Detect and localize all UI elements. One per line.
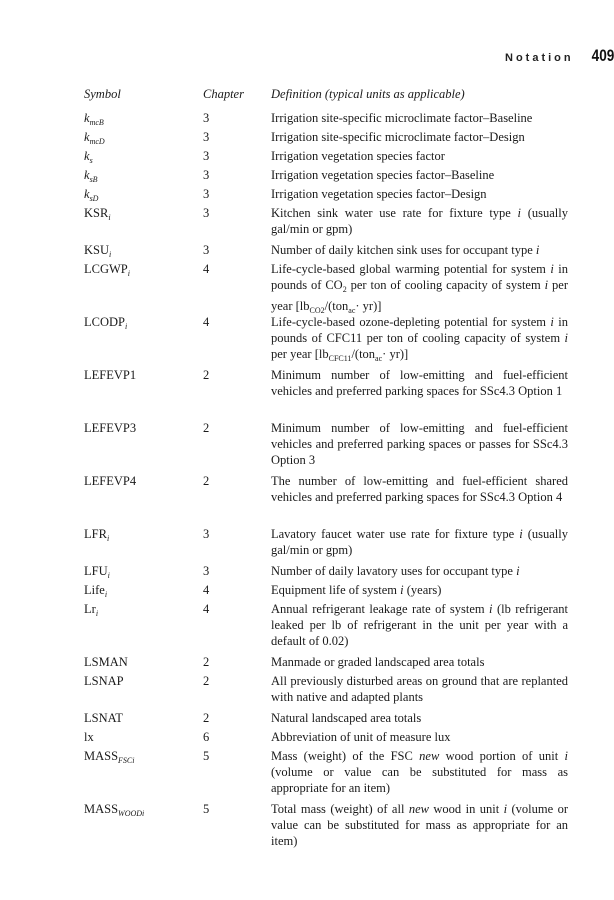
symbol-subscript: i — [108, 213, 111, 222]
notation-symbol — [84, 673, 124, 689]
notation-row — [0, 110, 614, 129]
notation-row — [0, 654, 614, 673]
notation-row — [0, 261, 614, 315]
notation-row — [0, 601, 614, 652]
symbol-subscript: mcB — [89, 118, 104, 127]
notation-chapter: 4 — [203, 262, 210, 276]
symbol-base: Life — [84, 583, 105, 597]
notation-definition: Number of daily lavatory uses for occupant type i — [271, 564, 520, 578]
notation-symbol — [84, 205, 111, 226]
notation-row — [0, 129, 614, 148]
notation-definition: Number of daily kitchen sink uses for occupant type i — [271, 243, 540, 257]
notation-row — [0, 367, 614, 418]
symbol-subscript: WOODi — [118, 809, 145, 818]
notation-row — [0, 729, 614, 748]
page-number: 409 — [591, 46, 614, 65]
symbol-base: LEFEVP4 — [84, 474, 137, 488]
symbol-base: LCGWP — [84, 262, 128, 276]
symbol-base: LFR — [84, 527, 107, 541]
notation-row — [0, 748, 614, 799]
notation-chapter: 2 — [203, 655, 210, 669]
symbol-base: LFU — [84, 564, 108, 578]
notation-symbol — [84, 314, 127, 335]
notation-chapter: 3 — [203, 206, 210, 220]
notation-chapter: 5 — [203, 749, 210, 763]
notation-symbol — [84, 582, 107, 603]
symbol-base: k — [84, 187, 90, 201]
notation-list — [0, 110, 614, 854]
notation-symbol — [84, 242, 111, 263]
notation-definition: Life-cycle-based ozone-depleting potential for system i in pounds of CFC11 per ton of cooling capacity of system i per year $[lb_{CFC11}/(ton_{ac}\cdot yr)]$ — [271, 315, 568, 363]
notation-definition: Irrigation site-specific microclimate factor–Baseline — [271, 111, 533, 125]
notation-chapter: 2 — [203, 711, 210, 725]
notation-chapter: 3 — [203, 243, 210, 257]
header-title: Notation — [505, 52, 574, 64]
notation-symbol — [84, 148, 93, 169]
symbol-subscript: i — [109, 250, 112, 259]
notation-chapter: 3 — [203, 527, 210, 541]
notation-chapter: 2 — [203, 474, 210, 488]
symbol-base: MASS — [84, 749, 119, 763]
notation-chapter: 3 — [203, 149, 210, 163]
notation-row — [0, 314, 614, 365]
notation-chapter: 3 — [203, 187, 210, 201]
symbol-subscript: i — [124, 322, 128, 331]
symbol-base: LCODP — [84, 315, 125, 329]
notation-symbol — [84, 801, 144, 822]
chapter-column-header: Chapter — [203, 87, 244, 101]
notation-definition: Kitchen sink water use rate for fixture type i (usually gal/min or gpm) — [271, 206, 568, 236]
notation-definition: Mass (weight) of the FSC new wood portion of unit i (volume or value can be substituted for mass as appropriate for an item) — [271, 749, 568, 795]
symbol-subscript: i — [107, 571, 110, 580]
symbol-subscript: i — [106, 534, 110, 543]
notation-symbol — [84, 473, 136, 489]
symbol-base: LSMAN — [84, 655, 128, 669]
notation-row — [0, 186, 614, 205]
symbol-subscript: sD — [89, 194, 99, 203]
notation-row — [0, 148, 614, 167]
notation-row — [0, 167, 614, 186]
symbol-base: KSR — [84, 206, 109, 220]
notation-definition: Manmade or graded landscaped area totals — [271, 655, 485, 669]
notation-symbol — [84, 526, 109, 547]
notation-symbol — [84, 729, 94, 745]
notation-definition: Irrigation site-specific microclimate factor–Design — [271, 130, 525, 144]
notation-definition: Life-cycle-based global warming potential for system i in pounds of $CO_2$ per ton of cooling capacity of system i per year $[lb_{CO2}/(ton_{ac}\cdot yr)]$ — [271, 262, 568, 315]
notation-row — [0, 563, 614, 582]
notation-definition: Minimum number of low-emitting and fuel-efficient vehicles and preferred parking spaces for SSc4.3 Option 1 — [271, 368, 568, 398]
notation-definition: Irrigation vegetation species factor–Baseline — [271, 168, 495, 182]
notation-chapter: 2 — [203, 674, 210, 688]
notation-definition: Natural landscaped area totals — [271, 711, 422, 725]
notation-definition: Irrigation vegetation species factor — [271, 149, 445, 163]
symbol-subscript: i — [104, 590, 108, 599]
notation-row — [0, 242, 614, 261]
notation-row — [0, 710, 614, 729]
notation-chapter: 3 — [203, 564, 210, 578]
symbol-base: LEFEVP3 — [84, 421, 137, 435]
symbol-base: lx — [84, 730, 94, 744]
notation-chapter: 4 — [203, 315, 210, 329]
notation-definition: All previously disturbed areas on ground that are replanted with native and adapted plants — [271, 674, 568, 704]
symbol-subscript: i — [127, 269, 130, 278]
notation-chapter: 5 — [203, 802, 210, 816]
symbol-base: MASS — [84, 802, 119, 816]
notation-symbol — [84, 186, 98, 207]
symbol-subscript: mcD — [89, 137, 105, 146]
notation-symbol — [84, 110, 104, 131]
symbol-base: k — [84, 149, 90, 163]
notation-chapter: 6 — [203, 730, 210, 744]
notation-symbol — [84, 167, 98, 188]
notation-row — [0, 801, 614, 852]
notation-symbol — [84, 129, 105, 150]
notation-definition: The number of low-emitting and fuel-efficient shared vehicles and preferred parking spaces for SSc4.3 Option 4 — [271, 474, 568, 504]
notation-symbol — [84, 654, 128, 670]
symbol-base: k — [84, 130, 90, 144]
symbol-base: k — [84, 168, 90, 182]
symbol-subscript: sB — [89, 175, 98, 184]
notation-symbol — [84, 261, 130, 282]
notation-definition: Total mass (weight) of all new wood in unit i (volume or value can be substituted for mass as appropriate for an item) — [271, 802, 568, 848]
notation-definition: Equipment life of system i (years) — [271, 583, 442, 597]
notation-chapter: 3 — [203, 168, 210, 182]
notation-chapter: 2 — [203, 421, 210, 435]
notation-chapter: 4 — [203, 583, 210, 597]
notation-symbol — [84, 748, 135, 769]
notation-row — [0, 473, 614, 524]
notation-row — [0, 526, 614, 561]
notation-symbol — [84, 420, 136, 436]
definition-column-header: Definition (typical units as applicable) — [271, 87, 465, 101]
notation-symbol — [84, 367, 136, 383]
notation-row — [0, 205, 614, 240]
running-header — [505, 46, 614, 64]
symbol-base: LSNAT — [84, 711, 123, 725]
notation-definition: Annual refrigerant leakage rate of system i (lb refrigerant leaked per lb of refrigerant in the unit per year with a default of 0.02) — [271, 602, 568, 648]
notation-definition: Lavatory faucet water use rate for fixture type i (usually gal/min or gpm) — [271, 527, 568, 557]
notation-chapter: 3 — [203, 111, 210, 125]
symbol-base: KSU — [84, 243, 110, 257]
column-headers — [0, 87, 614, 103]
notation-chapter: 4 — [203, 602, 210, 616]
symbol-subscript: s — [89, 156, 93, 165]
symbol-base: Lr — [84, 602, 96, 616]
notation-definition: Minimum number of low-emitting and fuel-efficient vehicles and preferred parking spaces or passes for SSc4.3 Option 3 — [271, 421, 568, 467]
symbol-subscript: FSCi — [118, 756, 135, 765]
symbol-base: LSNAP — [84, 674, 124, 688]
symbol-base: k — [84, 111, 90, 125]
notation-symbol — [84, 710, 123, 726]
notation-chapter: 3 — [203, 130, 210, 144]
symbol-column-header: Symbol — [84, 87, 121, 101]
notation-symbol — [84, 601, 98, 622]
notation-symbol — [84, 563, 110, 584]
notation-definition: Abbreviation of unit of measure lux — [271, 730, 451, 744]
notation-row — [0, 673, 614, 708]
notation-definition: Irrigation vegetation species factor–Design — [271, 187, 487, 201]
symbol-subscript: i — [95, 609, 99, 618]
notation-chapter: 2 — [203, 368, 210, 382]
symbol-base: LEFEVP1 — [84, 368, 137, 382]
notation-row — [0, 420, 614, 471]
notation-row — [0, 582, 614, 601]
